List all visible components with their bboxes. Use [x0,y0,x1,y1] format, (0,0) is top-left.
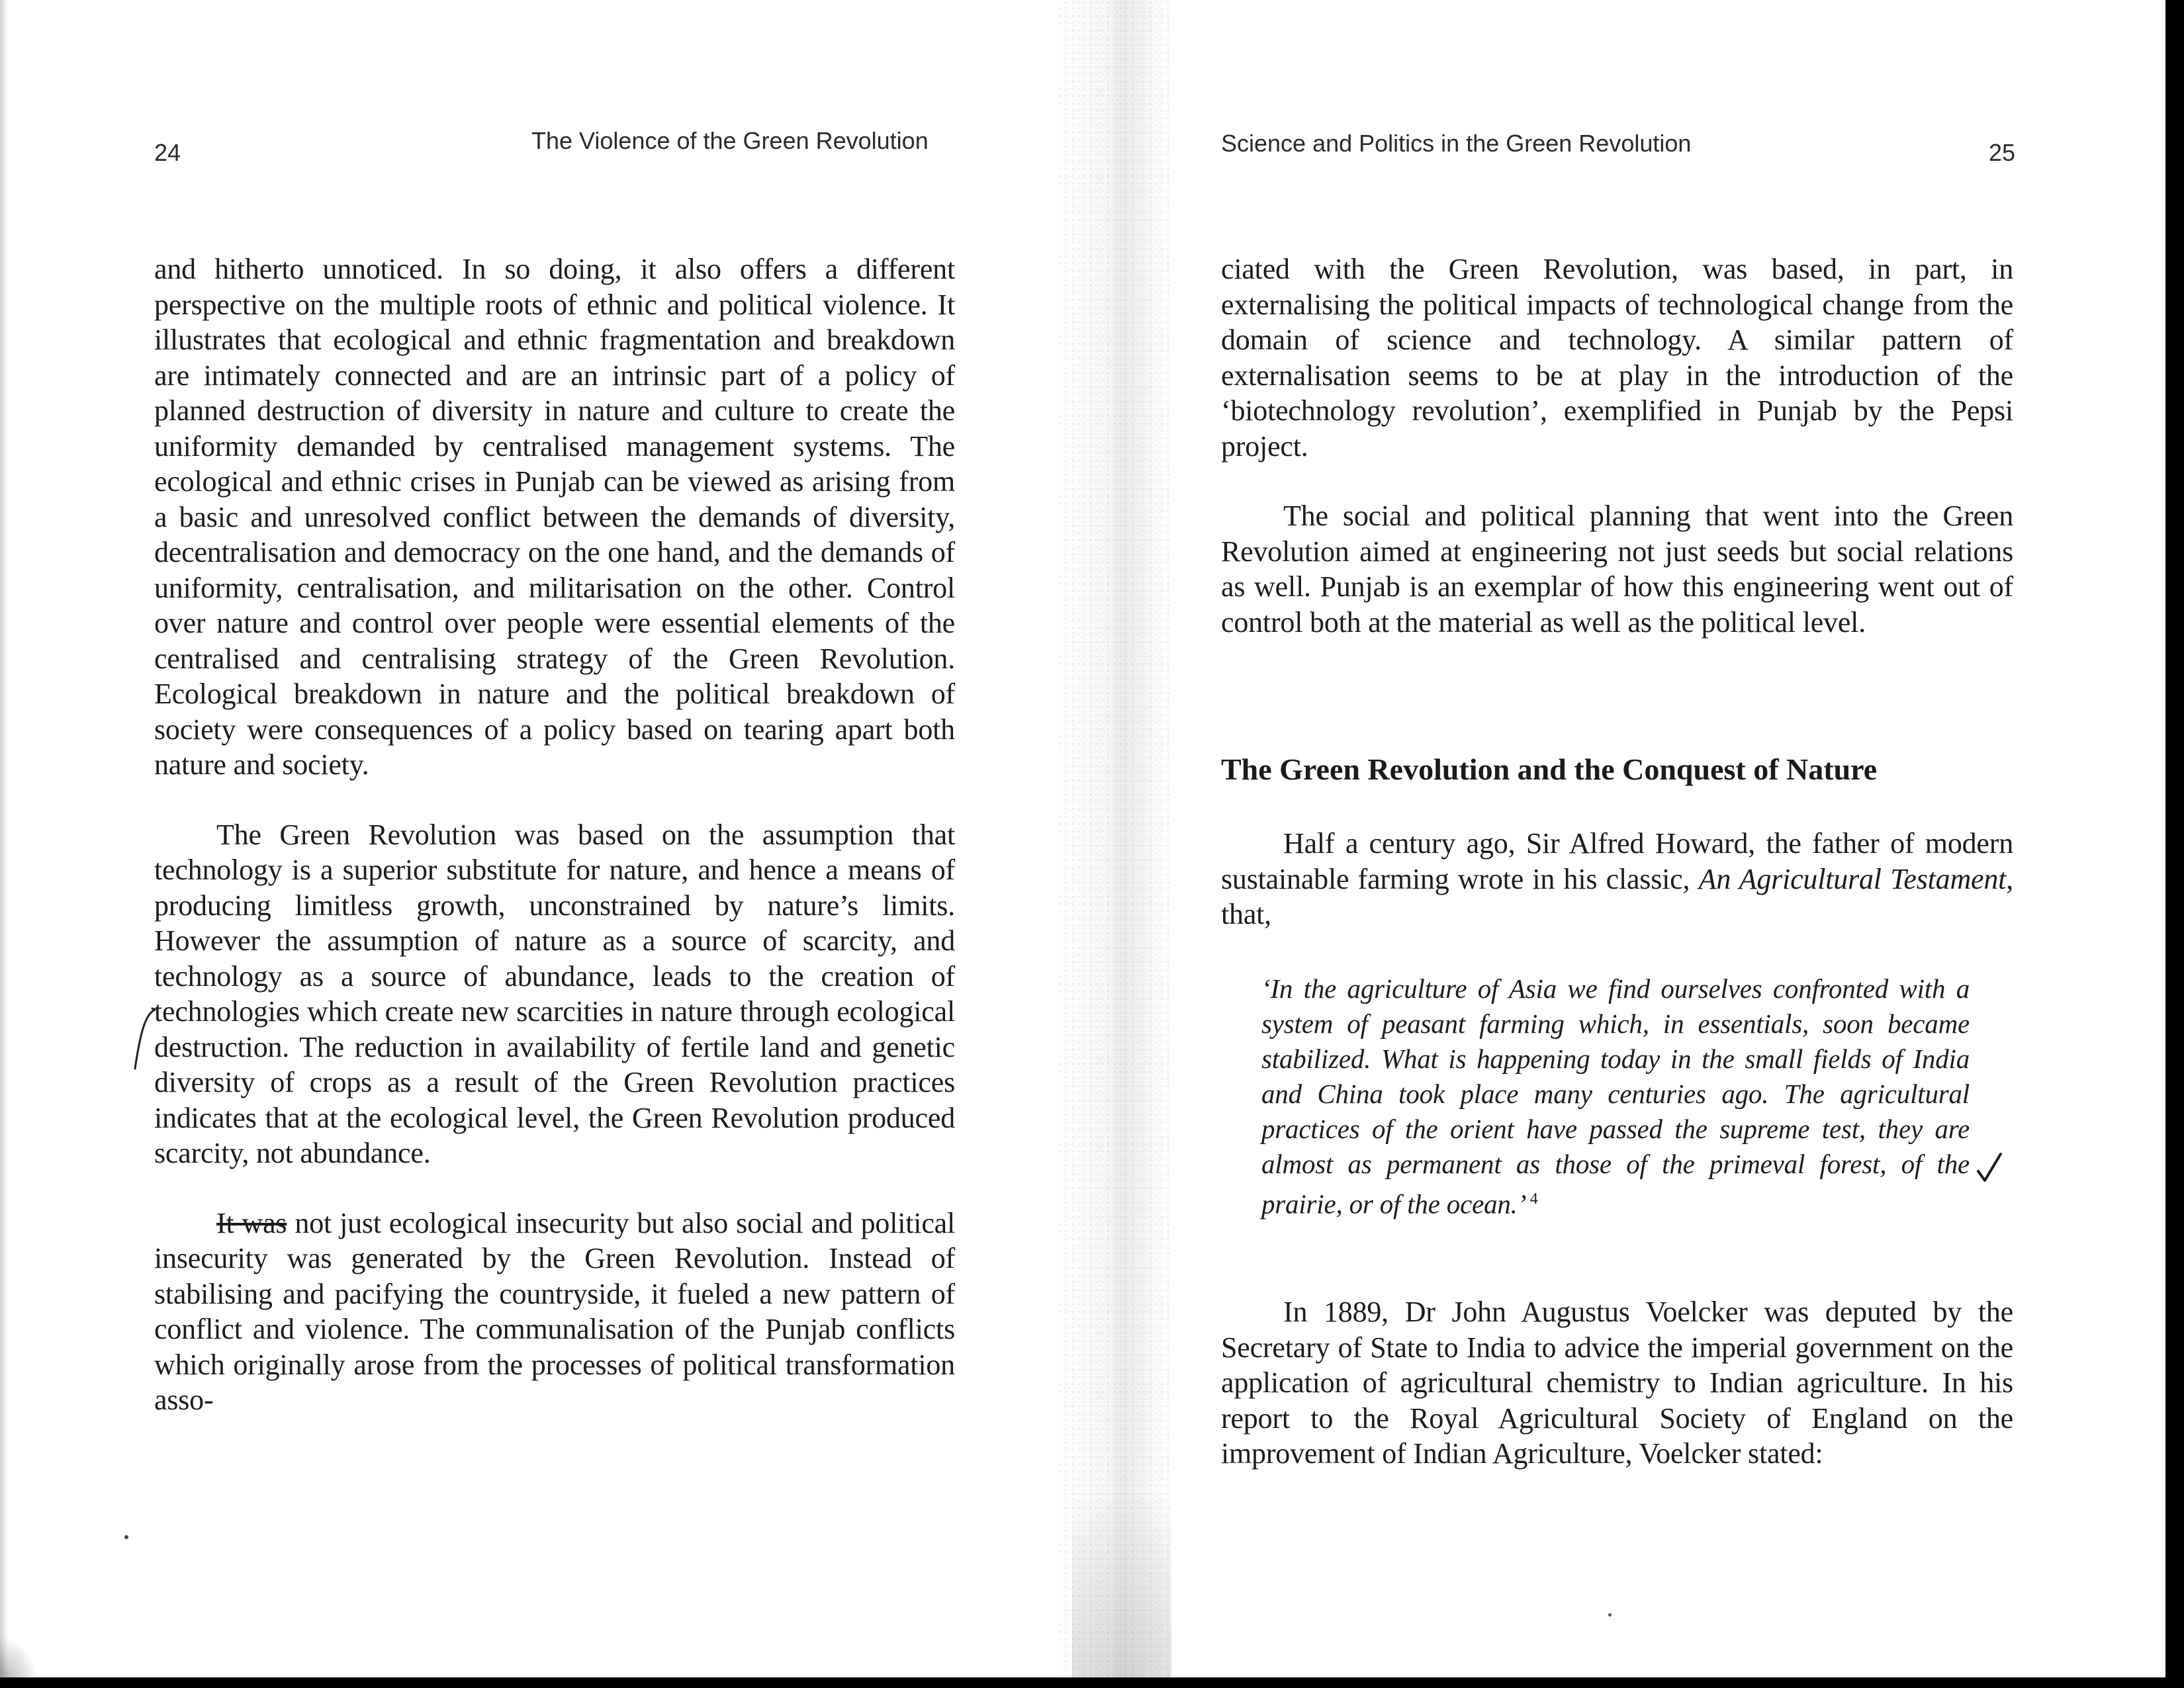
paragraph: ciated with the Green Revolution, was based, in part, in externalising the political impacts of technological change from the domain of science and technology. A similar pattern of externalisation seems to be at play in the introduction of the ‘biotechnology revolution’, exemplified in Punjab by the Pepsi project. [1221,253,2013,463]
check-mark-icon [1976,1151,2005,1184]
book-title: An Agricultural Testament [1698,862,2007,895]
page-number: 24 [154,139,181,166]
page-number: 25 [1989,139,2016,166]
paragraph: The social and political planning that went into the Green Revolution aimed at engineering not just seeds but social relations as well. Punjab is an exemplar of how this engineering went out of control both at the material as well as the political level. [1221,500,2013,639]
running-head: Science and Politics in the Green Revolution [1221,130,1692,157]
paragraph: In 1889, Dr John Augustus Voelcker was deputed by the Secretary of State to India to advice the imperial government on the application of agricultural chemistry to Indian agriculture. In his report to the Royal Agricultural Society of England on the improvement of Indian Agriculture, Voelcker stated: [1221,1296,2013,1470]
ink-dot [124,1535,128,1539]
left-page [0,0,1085,1688]
paragraph: and hitherto unnoticed. In so doing, it also offers a different perspective on the multiple roots of ethnic and political violence. It illustrates that ecological and ethnic fragmentation and breakdown are intimately connected and are an intrinsic part of a policy of planned destruction of diversity in nature and culture to create the uniformity demanded by centralised management systems. The ecological and ethnic crises in Punjab can be viewed as arising from a basic and unresolved conflict between the demands of diversity, decentralisation and democracy on the one hand, and the demands of uniformity, centralisation, and militarisation on the other. Control over nature and control over people were essential elements of the centralised and centralising strategy of the Green Revolution. Ecological breakdown in nature and the political breakdown of society were consequences of a policy based on tearing apart both nature and society. [154,253,955,781]
scan-edge [0,1677,2184,1688]
paragraph: The Green Revolution was based on the assumption that technology is a superior substitute for nature, and hence a means of producing limitless growth, unconstrained by nature’s limits. However the assumption of nature as a source of scarcity, and technology as a source of abundance, leads to the creation of technologies which create new scarcities in nature through ecological destruction. The reduction in availability of fertile land and genetic diversity of crops as a result of the Green Revolution practices indicates that at the ecological level, the Green Revolution produced scarcity, not abundance. [154,818,955,1169]
paragraph-text: Half a century ago, Sir Alfred Howard, the father of modern sustainable farming wrote in his classic, [1221,827,2013,895]
footnote-ref: 4 [1529,1190,1538,1208]
scan-edge [2165,0,2184,1688]
quote-text: ‘In the agriculture of Asia we find ourselves confronted with a system of peasant farming which, in essentials, soon became stabilized. What is happening today in the small fields of India and China took place many centuries ago. The agricultural practices of the orient have passed the supreme test, they are almost as permanent as those of the primeval forest, of the prairie, or of the ocean.’ [1261,973,1970,1220]
right-body-text-mid [1221,826,2013,932]
block-quote [1261,971,1970,1222]
running-head: The Violence of the Green Revolution [531,127,929,154]
pen-mark-icon [126,1006,159,1079]
right-body-text-bottom [1221,1294,2013,1472]
right-body-text-top [1221,251,2013,640]
left-body-text [154,251,955,1418]
paragraph [1221,826,2013,932]
struck-text: It was [216,1206,287,1239]
paragraph-text: not just ecological insecurity but also social and political insecurity was generated by the Green Revolution. Instead of stabilising and pacifying the countryside, it fueled a new pattern of conflict and violence. The communalisation of the Punjab conflicts which originally arose from the processes of political transformation asso- [154,1206,956,1416]
ink-dot [1608,1613,1612,1617]
right-page [1085,0,2184,1688]
paragraph-text: , that, [1221,862,2013,930]
section-heading: The Green Revolution and the Conquest of Nature [1221,752,1878,786]
paragraph [154,1206,955,1418]
